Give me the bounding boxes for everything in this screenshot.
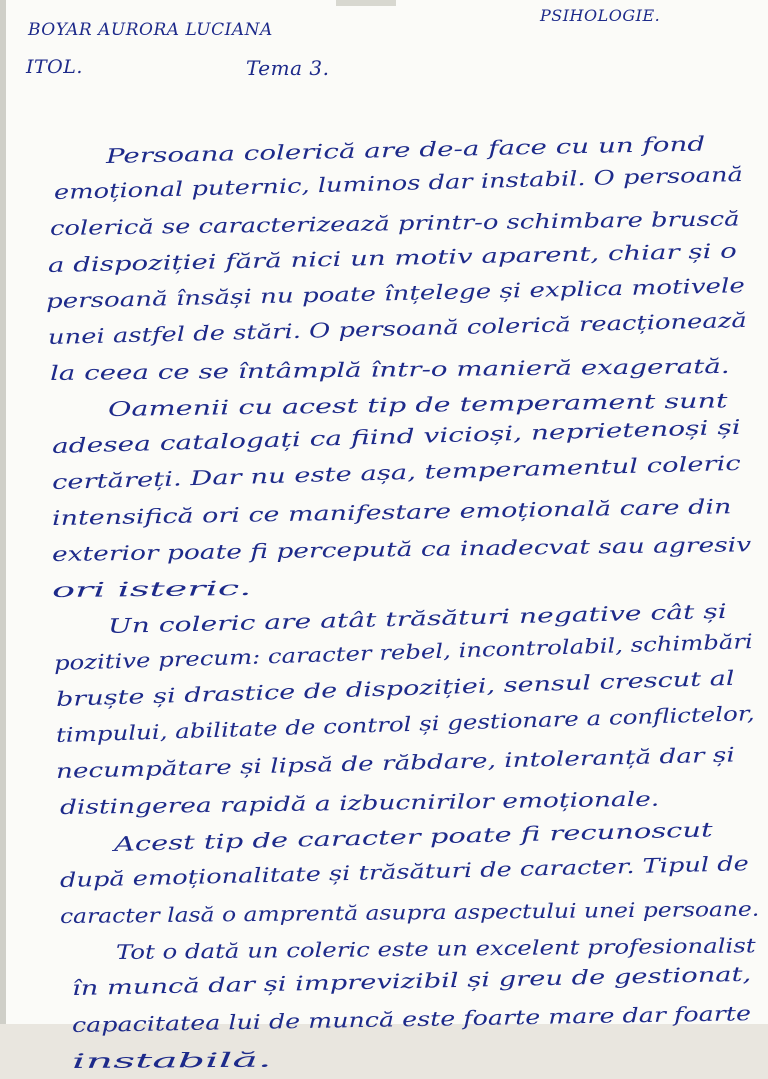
essay-line: necumpătare și lipsă de răbdare, intoleranță dar și xyxy=(55,742,735,784)
student-name: BOYAR AURORA LUCIANA xyxy=(28,20,273,40)
essay-line: adesea catalogați ca fiind vicioși, neprietenoși și xyxy=(51,414,742,458)
essay-line: capacitatea lui de muncă este foarte mare dar foarte xyxy=(71,1000,752,1037)
essay-line: după emoționalitate și trăsături de caracter. Tipul de xyxy=(59,850,750,892)
essay-line: Acest tip de caracter poate fi recunoscut xyxy=(113,816,713,856)
essay-line: la ceea ce se întâmplă într-o manieră exagerată. xyxy=(49,354,730,386)
essay-line: caracter lasă o amprentă asupra aspectului unei persoane. xyxy=(59,896,760,928)
essay-line: emoțional puternic, luminos dar instabil. O persoană xyxy=(53,162,744,205)
essay-line: ori isteric. xyxy=(51,576,252,603)
essay-line: pozitive precum: caracter rebel, incontrolabil, schimbări xyxy=(53,628,754,675)
scan-edge xyxy=(336,0,396,6)
essay-line: Tot o dată un coleric este un excelent profesionalist xyxy=(115,933,756,965)
subject-label: PSIHOLOGIE. xyxy=(540,6,661,25)
essay-line: bruște și drastice de dispoziției, sensul crescut al xyxy=(55,665,735,711)
essay-line: distingerea rapidă a izbucnirilor emoționale. xyxy=(59,787,660,820)
essay-line: persoană însăși nu poate înțelege și explica motivele xyxy=(45,272,746,313)
essay-line: timpului, abilitate de control și gestionare a conflictelor, xyxy=(55,701,755,747)
essay-body xyxy=(45,131,766,1079)
essay-line: a dispoziției fără nici un motiv aparent, chiar și o xyxy=(47,238,738,277)
essay-line: Persoana colerică are de-a face cu un fond xyxy=(105,131,706,168)
essay-line: exterior poate fi percepută ca inadecvat sau agresiv xyxy=(51,532,752,567)
essay-line: colerică se caracterizează printr-o schimbare bruscă xyxy=(49,206,740,241)
group-label: ITOL. xyxy=(26,56,83,78)
essay-line: certăreți. Dar nu este așa, temperamentul coleric xyxy=(51,450,741,494)
topic-title: Tema 3. xyxy=(246,56,330,80)
essay-line: Un coleric are atât trăsături negative cât și xyxy=(107,599,727,639)
essay-line: intensifică ori ce manifestare emoțională care din xyxy=(51,494,732,530)
essay-line: instabilă. xyxy=(71,1047,272,1073)
essay-line: în muncă dar și imprevizibil și greu de gestionat, xyxy=(71,962,752,1001)
essay-line: unei astfel de stări. O persoană colerică reacționează xyxy=(47,307,748,349)
essay-line: Oamenii cu acest tip de temperament sunt xyxy=(107,388,728,422)
